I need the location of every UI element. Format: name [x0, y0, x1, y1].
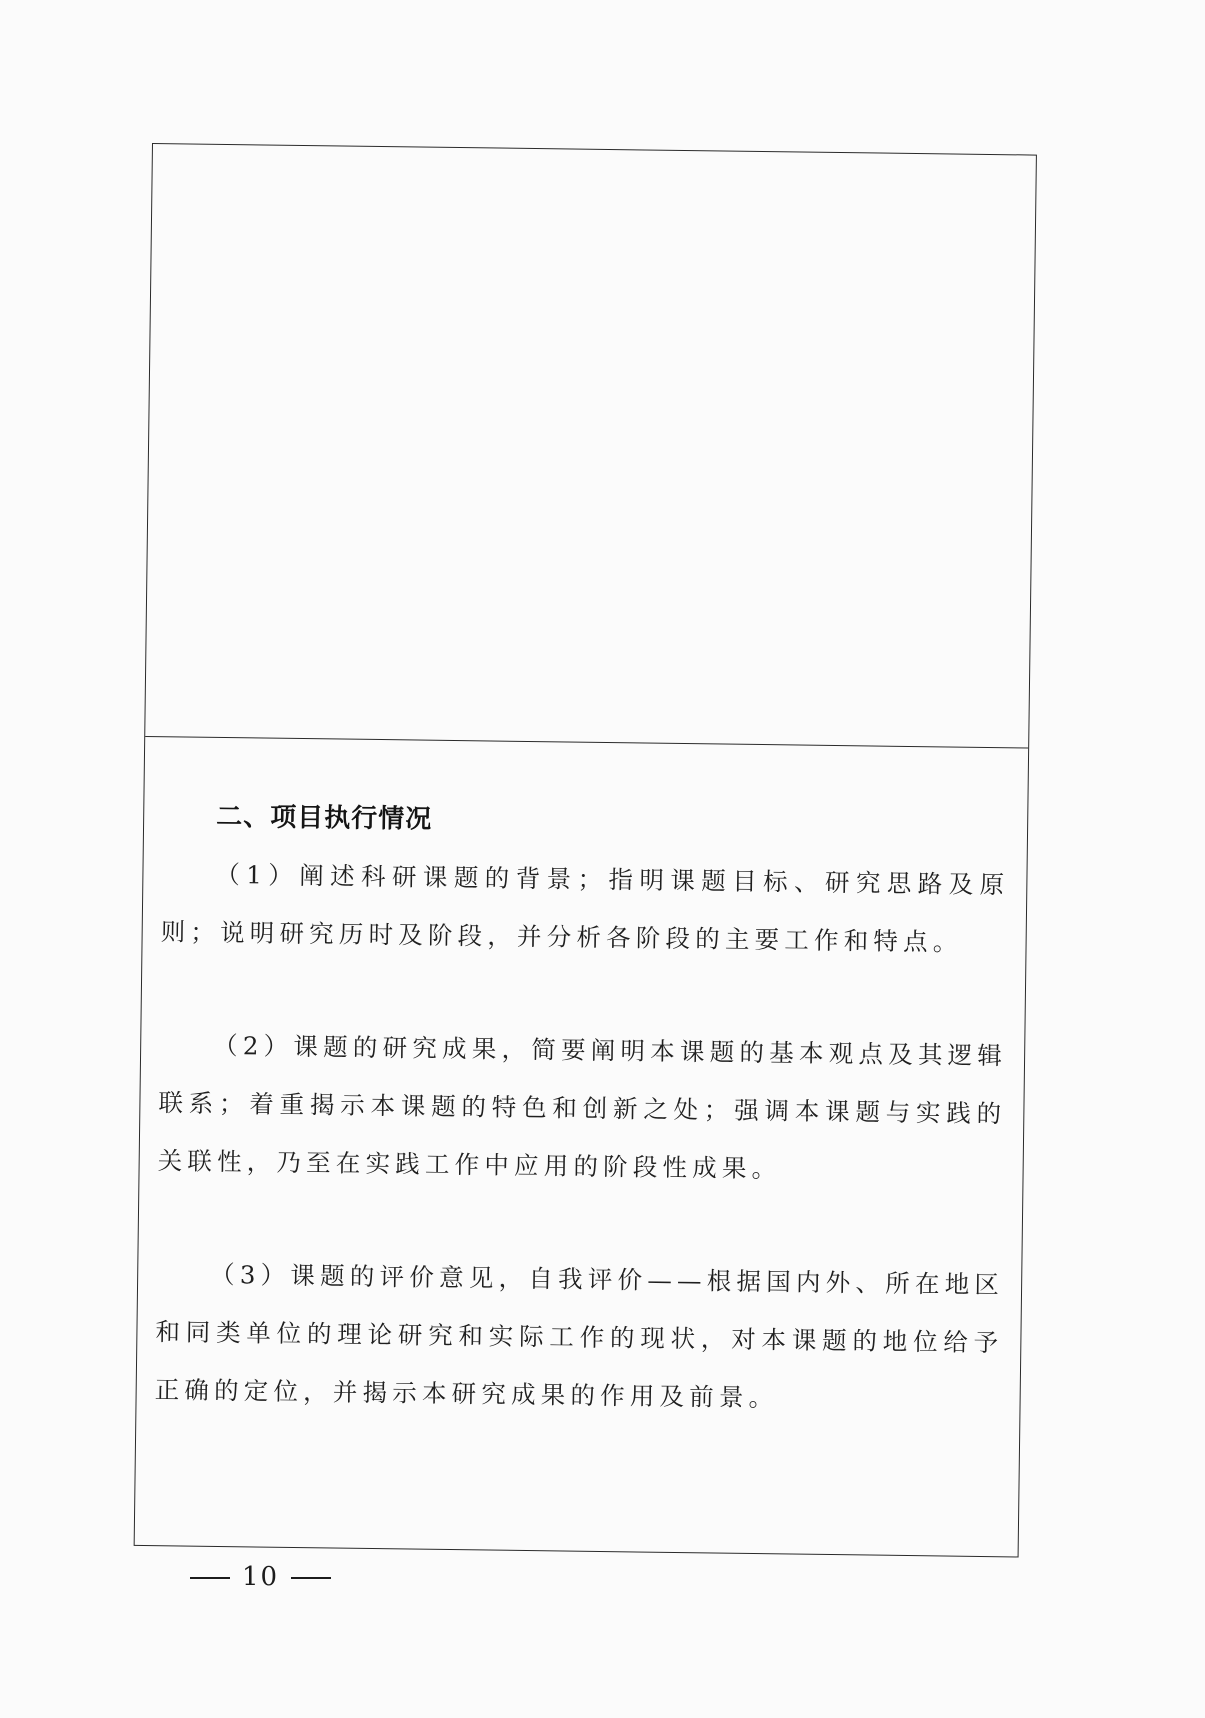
empty-content-cell	[145, 144, 1036, 749]
page-footer	[178, 1562, 343, 1592]
project-execution-cell	[135, 737, 1029, 1556]
page-number: 10	[242, 1562, 280, 1592]
paragraph-3: （3）课题的评价意见，自我评价——根据国内外、所在地区和同类单位的理论研究和实际工作的现状，对本课题的地位给予正确的定位，并揭示本研究成果的作用及前景。	[154, 1259, 1005, 1413]
paragraph-2: （2）课题的研究成果，简要阐明本课题的基本观点及其逻辑联系；着重揭示本课题的特色和创新之处；强调本课题与实践的关联性，乃至在实践工作中应用的阶段性成果。	[157, 1030, 1008, 1184]
form-table	[134, 143, 1037, 1557]
left-dash	[190, 1577, 230, 1579]
paragraph-1: （1）阐述科研课题的背景；指明课题目标、研究思路及原则；说明研究历时及阶段，并分析各阶段的主要工作和特点。	[160, 859, 1010, 957]
section-title: 二、项目执行情况	[215, 801, 433, 835]
right-dash	[291, 1577, 331, 1579]
